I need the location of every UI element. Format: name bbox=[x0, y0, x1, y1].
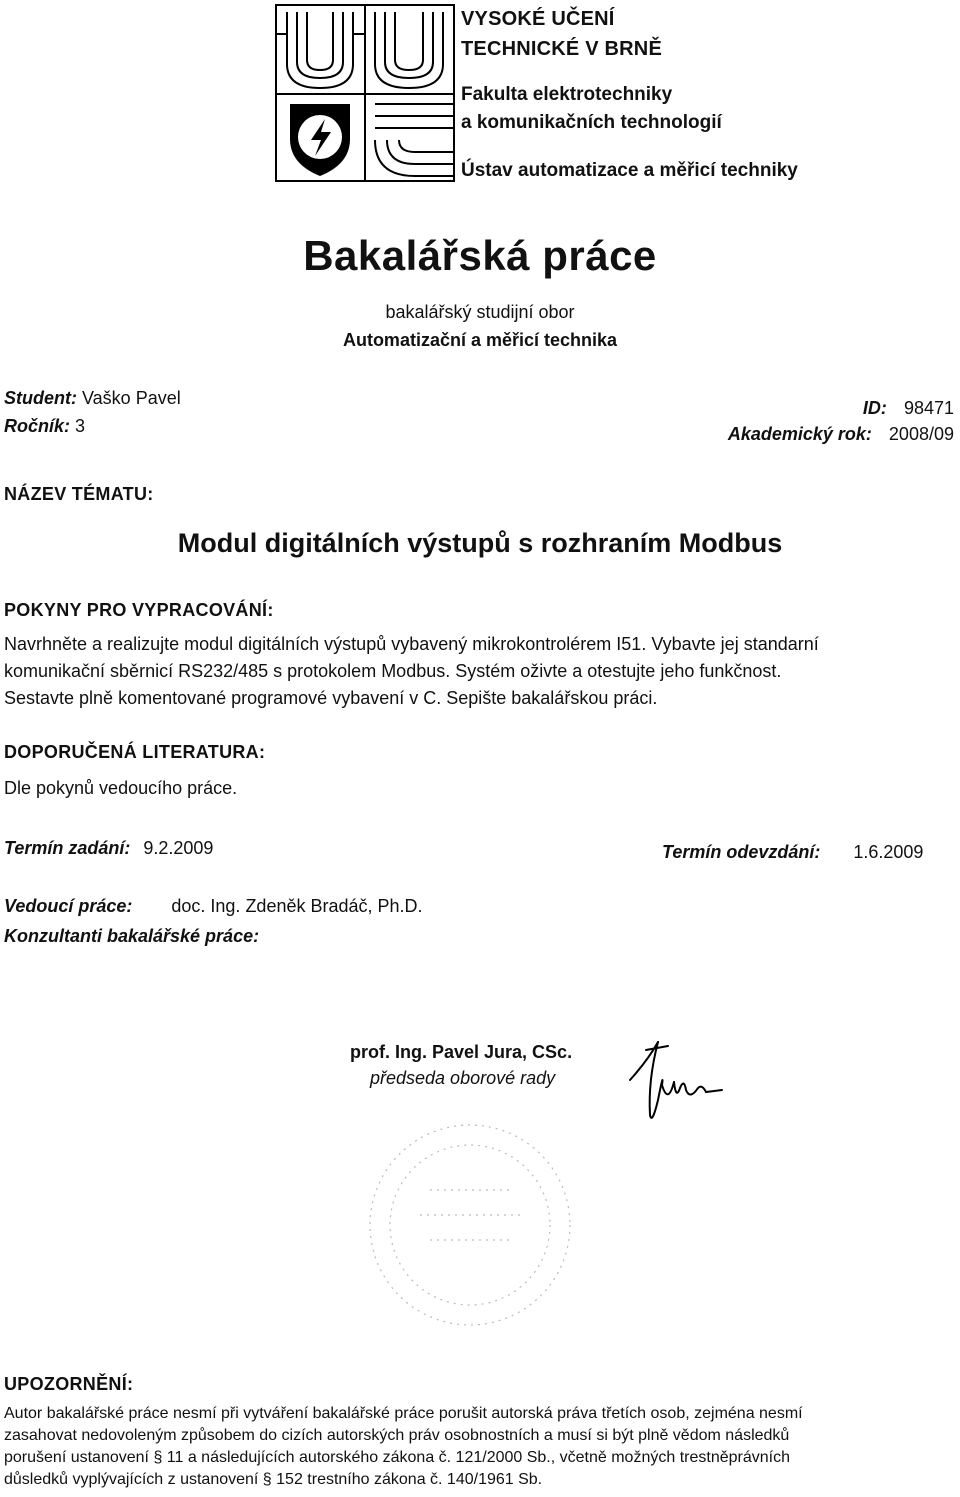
academic-year-value: 2008/09 bbox=[888, 424, 954, 444]
year-value: 3 bbox=[75, 416, 86, 436]
student-name: Vaško Pavel bbox=[82, 388, 181, 408]
assigned-date-value: 9.2.2009 bbox=[143, 838, 214, 858]
instructions-label: POKYNY PRO VYPRACOVÁNÍ: bbox=[4, 600, 274, 620]
student-row bbox=[4, 388, 181, 409]
literature-label: DOPORUČENÁ LITERATURA: bbox=[4, 742, 266, 762]
notice-label: UPOZORNĚNÍ: bbox=[4, 1374, 134, 1394]
academic-year-row bbox=[728, 424, 954, 445]
topic-label: NÁZEV TÉMATU: bbox=[4, 484, 154, 504]
notice-line: důsledků vyplývajících z ustanovení § 152 trestního zákona č. 140/1961 Sb. bbox=[4, 1471, 543, 1488]
faint-stamp-icon bbox=[360, 1120, 580, 1335]
due-date-value: 1.6.2009 bbox=[853, 842, 924, 862]
vut-brno-logo-icon bbox=[275, 4, 455, 182]
year-row bbox=[4, 416, 85, 437]
id-label: ID: bbox=[862, 398, 887, 418]
study-program: bakalářský studijní obor bbox=[385, 302, 575, 322]
supervisor-value: doc. Ing. Zdeněk Bradáč, Ph.D. bbox=[171, 896, 423, 916]
department: Ústav automatizace a měřicí techniky bbox=[461, 160, 798, 181]
id-row bbox=[863, 398, 954, 419]
supervisor-label: Vedoucí práce: bbox=[4, 896, 133, 916]
document-title: Bakalářská práce bbox=[303, 232, 657, 279]
notice-line: Autor bakalářské práce nesmí při vytváření bakalářské práce porušit autorská práva třetích osob, zejména nesmí bbox=[4, 1405, 803, 1422]
instructions-line: komunikační sběrnicí RS232/485 s protokolem Modbus. Systém oživte a otestujte jeho funkčnost. bbox=[4, 661, 782, 681]
chair-name: prof. Ing. Pavel Jura, CSc. bbox=[350, 1042, 573, 1062]
literature-value: Dle pokynů vedoucího práce. bbox=[4, 778, 238, 798]
due-date-label: Termín odevzdání: bbox=[662, 842, 821, 862]
assigned-date-label: Termín zadání: bbox=[4, 838, 131, 858]
faculty-line-1: Fakulta elektrotechniky bbox=[461, 84, 673, 105]
id-value: 98471 bbox=[903, 398, 954, 418]
assigned-date-row bbox=[4, 838, 213, 859]
handwritten-signature-icon bbox=[618, 1030, 738, 1135]
due-date-row bbox=[662, 842, 923, 863]
instructions-line: Sestavte plně komentované programové vybavení v C. Sepište bakalářskou práci. bbox=[4, 688, 658, 708]
supervisor-row bbox=[4, 896, 423, 917]
academic-year-label: Akademický rok: bbox=[727, 424, 872, 444]
student-label: Student: bbox=[4, 388, 77, 408]
institution-line-2: TECHNICKÉ V BRNĚ bbox=[461, 38, 662, 60]
instructions-line: Navrhněte a realizujte modul digitálních výstupů vybavený mikrokontrolérem I51. Vybavte jej standarní bbox=[4, 634, 819, 654]
institution-line-1: VYSOKÉ UČENÍ bbox=[461, 8, 615, 30]
consultants-label: Konzultanti bakalářské práce: bbox=[4, 926, 260, 946]
year-label: Ročník: bbox=[4, 416, 71, 436]
chair-role: předseda oborové rady bbox=[370, 1068, 556, 1088]
faculty-line-2: a komunikačních technologií bbox=[461, 112, 722, 133]
topic-title: Modul digitálních výstupů s rozhraním Modbus bbox=[177, 528, 783, 558]
notice-line: zasahovat nedovoleným způsobem do cizích autorských práv osobnostních a musí si být plně vědom následků bbox=[4, 1427, 790, 1444]
notice-line: porušení ustanovení § 11 a následujících autorského zákona č. 121/2000 Sb., včetně možných trestněprávních bbox=[4, 1449, 790, 1466]
study-field: Automatizační a měřicí technika bbox=[342, 330, 618, 350]
